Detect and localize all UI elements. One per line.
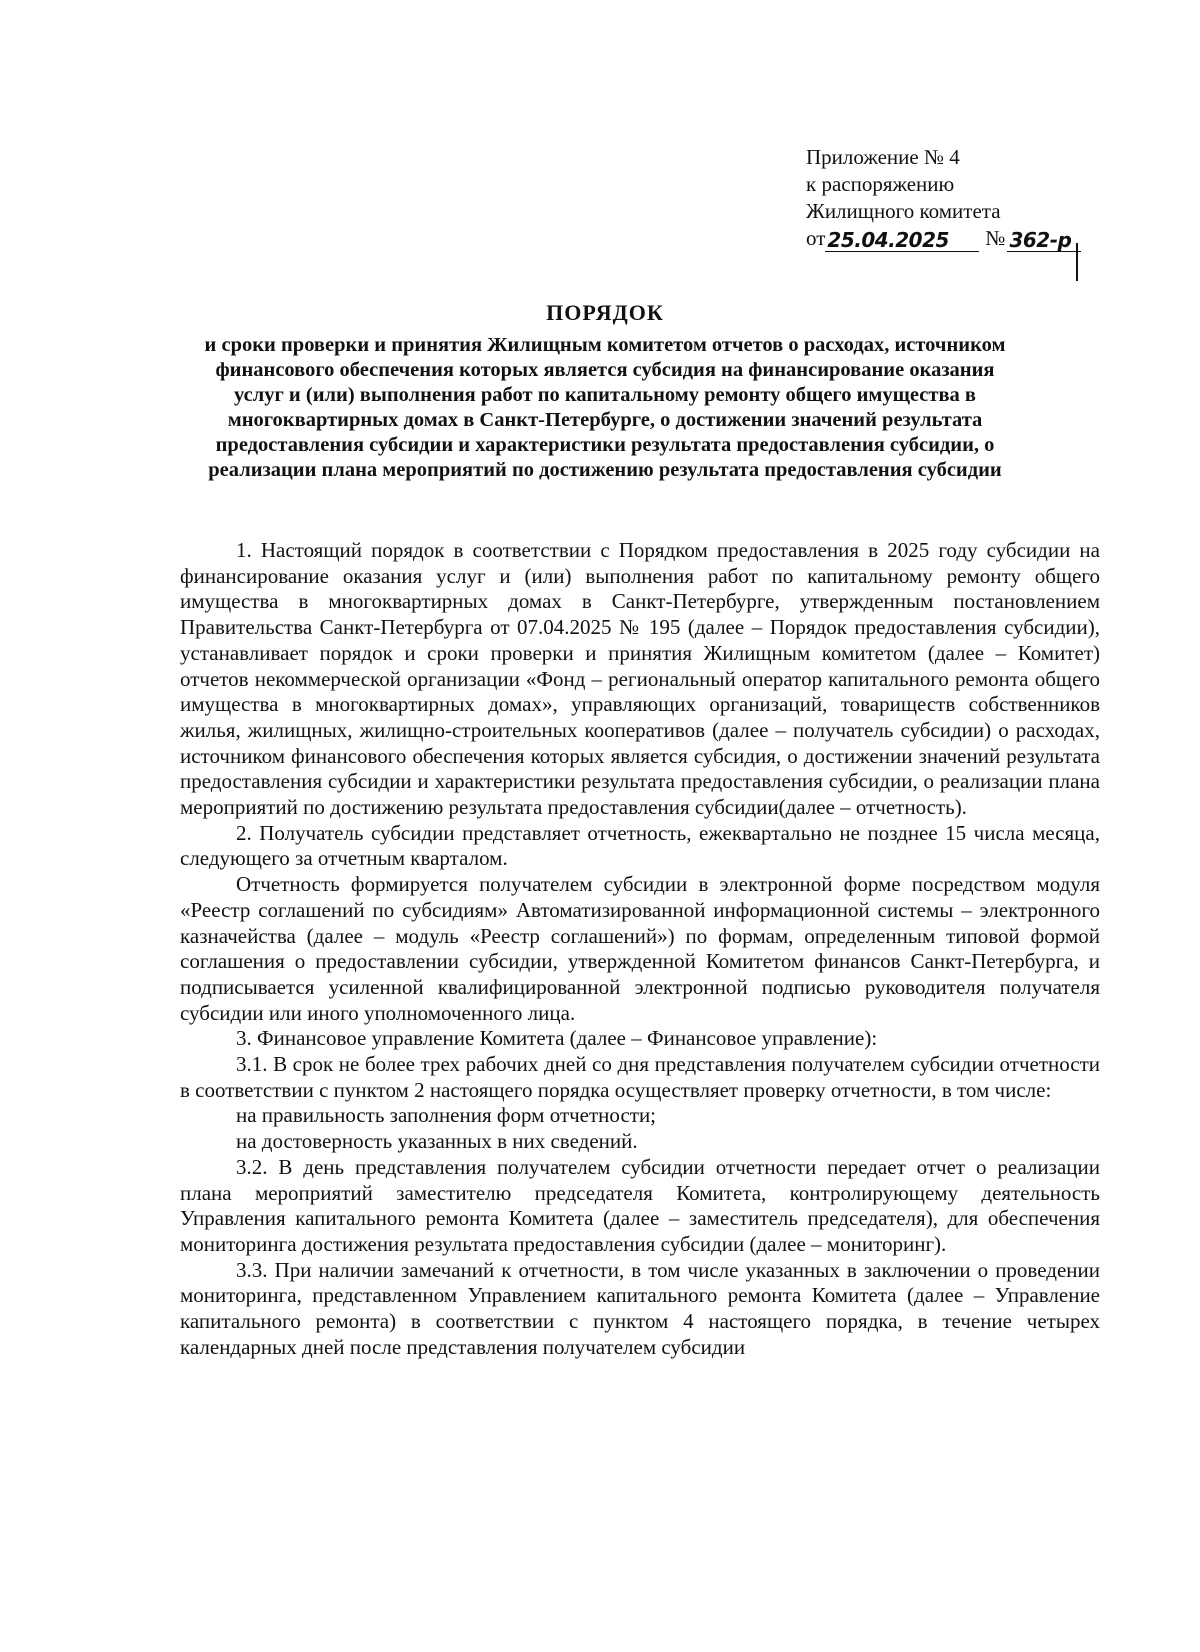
document-subtitle: и сроки проверки и принятия Жилищным комитетом отчетов о расходах, источником финансового обеспечения которых является субсидия на финансирование оказания услуг и (или) выполнения работ по капитальному ремонту общего имущества в многоквартирных домах в Санкт-Петербурге, о достижении значений результата предоставления субсидии и характеристики результата предоставления субсидии, о реализации плана мероприятий по достижению результата предоставления субсидии: [204, 334, 1006, 481]
paragraph-3: Отчетность формируется получателем субсидии в электронной форме посредством модуля «Реестр соглашений по субсидиям» Автоматизированной информационной системы – электронного казначейства (далее – модуль «Реестр соглашений») по формам, определенным типовой формой соглашения о предоставлении субсидии, утвержденной Комитетом финансов Санкт-Петербурга, и подписывается усиленной квалифицированной электронной подписью руководителя получателя субсидии или иного уполномоченного лица.: [180, 872, 1100, 1025]
handwritten-date: 25.04.2025: [825, 229, 979, 252]
paragraph-2: 2. Получатель субсидии представляет отчетность, ежеквартально не позднее 15 числа месяца, следующего за отчетным кварталом.: [180, 820, 1100, 871]
paragraph-8: 3.2. В день представления получателем субсидии отчетности передает отчет о реализации плана мероприятий заместителю председателя Комитета, контролирующему деятельность Управления капитального ремонта Комитета (далее – заместитель председателя), для обеспечения мониторинга достижения результата предоставления субсидии (далее – мониторинг).: [180, 1154, 1100, 1256]
paragraph-4: 3. Финансовое управление Комитета (далее – Финансовое управление):: [236, 1026, 878, 1051]
appendix-line-1: Приложение № 4: [806, 145, 960, 169]
paragraph-9: 3.3. При наличии замечаний к отчетности, в том числе указанных в заключении о проведении мониторинга, представленном Управлением капитального ремонта Комитета (далее – Управление капитального ремонта) в соответствии с пунктом 4 настоящего порядка, в течение четырех календарных дней после представления получателем субсидии: [180, 1257, 1100, 1359]
number-prefix: №: [985, 226, 1006, 250]
document-title-block: [200, 300, 1010, 483]
paragraph-5: 3.1. В срок не более трех рабочих дней со дня представления получателем субсидии отчетности в соответствии с пунктом 2 настоящего порядка осуществляет проверку отчетности, в том числе:: [180, 1052, 1100, 1102]
appendix-block: [806, 144, 1136, 252]
paragraph-7: на достоверность указанных в них сведений.: [236, 1129, 638, 1154]
paragraph-1: 1. Настоящий порядок в соответствии с Порядком предоставления в 2025 году субсидии на финансирование оказания услуг и (или) выполнения работ по капитальному ремонту общего имущества в многоквартирных домах в Санкт-Петербурге, утвержденным постановлением Правительства Санкт-Петербурга от 07.04.2025 № 195 (далее – Порядок предоставления субсидии), устанавливает порядок и сроки проверки и принятия Жилищным комитетом (далее – Комитет) отчетов некоммерческой организации «Фонд – региональный оператор капитального ремонта общего имущества в многоквартирных домах», управляющих организаций, товариществ собственников жилья, жилищных, жилищно-строительных кооперативов (далее – получатель субсидии) о расходах, источником финансового обеспечения которых является субсидия, о достижении значений результата предоставления субсидии и характеристики результата предоставления субсидии, о реализации плана мероприятий по достижению результата предоставления субсидии(далее – отчетность).: [180, 538, 1100, 820]
appendix-line-3: Жилищного комитета: [806, 199, 1001, 223]
appendix-line-2: к распоряжению: [806, 172, 955, 196]
document-title: ПОРЯДОК: [546, 300, 664, 325]
date-prefix: от: [806, 226, 826, 250]
paragraph-6: на правильность заполнения форм отчетности;: [236, 1103, 657, 1128]
document-body: [180, 538, 1100, 1361]
handwritten-number: 362-р: [1007, 229, 1081, 252]
handwritten-stroke: [1076, 243, 1078, 281]
appendix-date-number-line: [806, 225, 1136, 252]
